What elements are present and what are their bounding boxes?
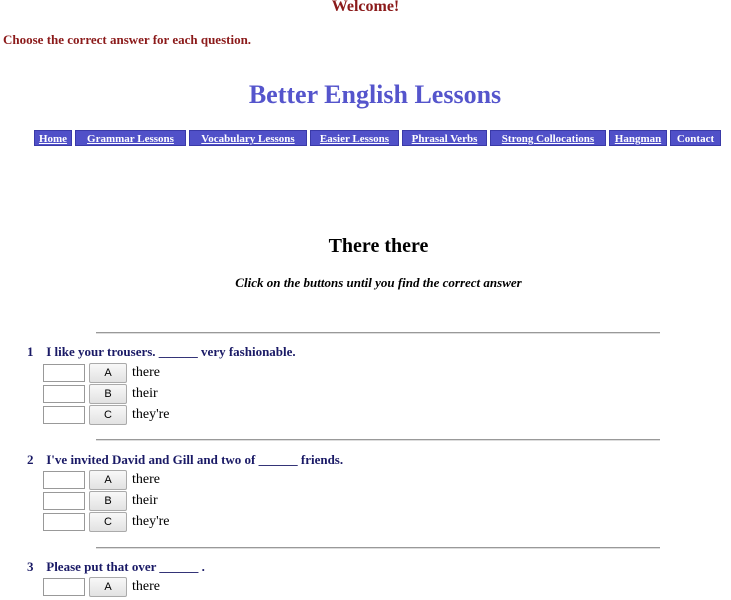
answer-box: [43, 578, 85, 596]
option-label: they're: [132, 514, 170, 529]
answer-box: [43, 471, 85, 489]
option-button[interactable]: B: [89, 384, 127, 404]
lesson-subtitle: Click on the buttons until you find the correct answer: [235, 275, 522, 290]
option-label: there: [132, 472, 160, 487]
answer-box: [43, 385, 85, 403]
question-number: 1: [27, 344, 34, 359]
option-row: [43, 512, 170, 532]
answer-box: [43, 364, 85, 382]
nav-strong-collocations[interactable]: Strong Collocations: [490, 130, 606, 146]
option-label: their: [132, 386, 158, 401]
nav-easier-lessons[interactable]: Easier Lessons: [310, 130, 399, 146]
option-button[interactable]: A: [89, 363, 127, 383]
divider: [96, 439, 660, 441]
site-title: Better English Lessons: [248, 80, 502, 109]
question-text: I like your trousers. ______ very fashionable.: [46, 344, 296, 359]
option-row: [43, 384, 158, 404]
option-label: their: [132, 493, 158, 508]
nav-contact[interactable]: Contact: [670, 130, 721, 146]
option-button[interactable]: C: [89, 512, 127, 532]
answer-box: [43, 513, 85, 531]
option-row: [43, 363, 160, 383]
option-label: there: [132, 365, 160, 380]
question-3: [27, 559, 205, 575]
question-text: I've invited David and Gill and two of ______ friends.: [46, 452, 344, 467]
option-button[interactable]: B: [89, 491, 127, 511]
divider: [96, 332, 660, 334]
option-button[interactable]: C: [89, 405, 127, 425]
option-label: they're: [132, 407, 170, 422]
question-text: Please put that over ______ .: [46, 559, 205, 574]
option-row: [43, 491, 158, 511]
main-nav: [34, 130, 721, 146]
instructions-text: Choose the correct answer for each question.: [3, 32, 252, 47]
answer-box: [43, 492, 85, 510]
question-1: [27, 344, 296, 360]
nav-vocabulary-lessons[interactable]: Vocabulary Lessons: [189, 130, 307, 146]
lesson-title: There there: [328, 235, 429, 257]
option-row: [43, 405, 170, 425]
nav-grammar-lessons[interactable]: Grammar Lessons: [75, 130, 186, 146]
divider: [96, 547, 660, 549]
option-button[interactable]: A: [89, 577, 127, 597]
option-row: [43, 577, 160, 597]
question-number: 3: [27, 559, 34, 574]
question-2: [27, 452, 343, 468]
answer-box: [43, 406, 85, 424]
option-row: [43, 470, 160, 490]
nav-home[interactable]: Home: [34, 130, 72, 146]
welcome-heading: Welcome!: [331, 0, 400, 15]
question-number: 2: [27, 452, 34, 467]
option-label: there: [132, 579, 160, 594]
nav-phrasal-verbs[interactable]: Phrasal Verbs: [402, 130, 487, 146]
option-button[interactable]: A: [89, 470, 127, 490]
nav-hangman[interactable]: Hangman: [609, 130, 667, 146]
